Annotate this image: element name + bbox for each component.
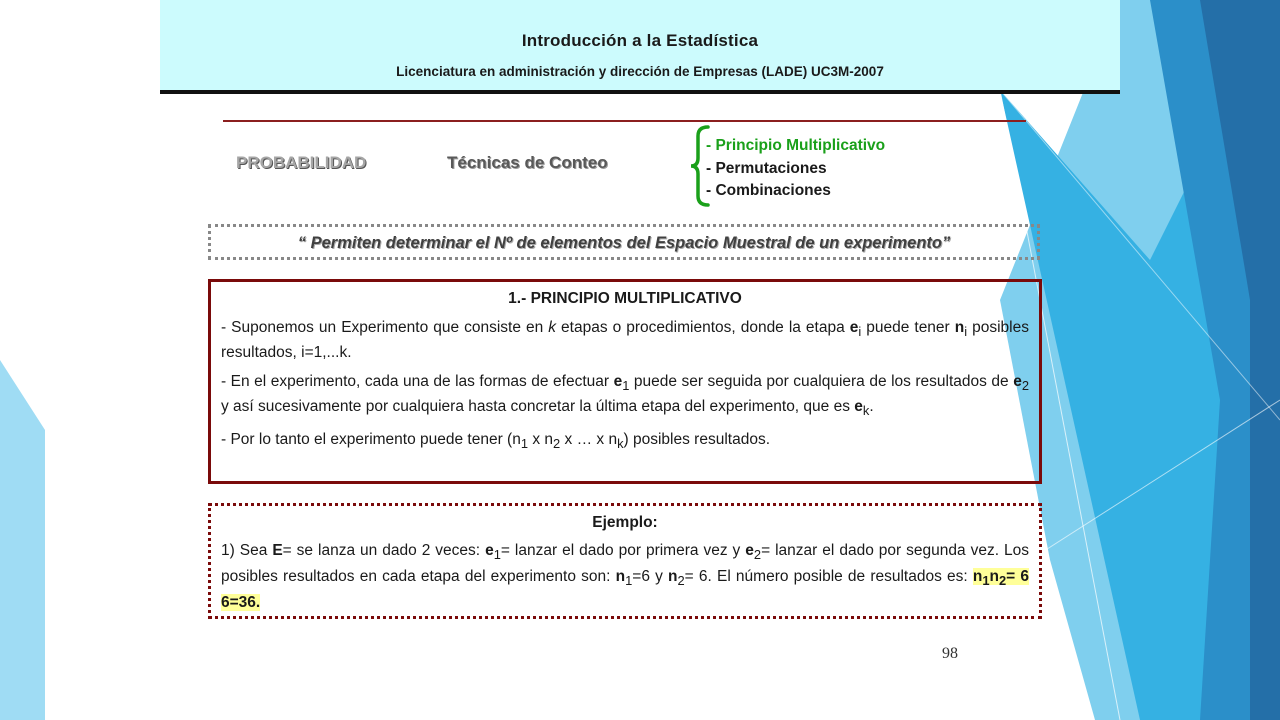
topic-subtitle: Técnicas de Conteo bbox=[447, 153, 608, 172]
example-paragraph: 1) Sea E= se lanza un dado 2 veces: $e_1=$ lanzar el dado por primera vez y $e_2=$ lanzar el dado por segunda vez. Los posibles resultados en cada etapa del experimento son: $n_1=6$ y $n_2= 6$. El número posible de resultados es: $n_1n_2= 6$ 6=36. bbox=[221, 542, 1029, 612]
principle-paragraph: - En el experimento, cada una de las formas de efectuar $e_1$ puede ser seguida por cualquiera de los resultados de $e_2$ y así sucesivamente por cualquiera hasta concretar la última etapa del experimento, que es $e_k$. bbox=[221, 373, 1029, 419]
slide-header bbox=[160, 0, 1120, 94]
course-subtitle: Licenciatura en administración y dirección de Empresas (LADE) UC3M-2007 bbox=[396, 64, 884, 79]
topic-title: PROBABILIDAD bbox=[236, 153, 367, 172]
example-box bbox=[208, 503, 1042, 619]
course-title: Introducción a la Estadística bbox=[521, 31, 759, 50]
principle-paragraph: - Suponemos un Experimento que consiste en k etapas o procedimientos, donde la etapa $e_i$ puede tener $n_i$ posibles resultados, i=1,...k. bbox=[221, 319, 1029, 362]
technique-list bbox=[706, 135, 885, 203]
principle-paragraph: - Por lo tanto el experimento puede tener ($n_1$ x $n_2$ x … x $n_k$) posibles resultados. bbox=[221, 431, 770, 452]
page-number: 98 bbox=[942, 645, 958, 662]
technique-item: - Permutaciones bbox=[706, 159, 827, 177]
principle-box bbox=[208, 279, 1042, 484]
technique-item: - Principio Multiplicativo bbox=[706, 137, 886, 154]
quote-text: “ Permiten determinar el Nº de elementos del Espacio Muestral de un experimento” bbox=[297, 234, 951, 252]
divider bbox=[223, 120, 1026, 122]
example-title: Ejemplo: bbox=[592, 514, 658, 531]
result-highlight: $n_1n_2= 6$ 6=36. bbox=[221, 568, 1029, 612]
technique-item: - Combinaciones bbox=[706, 182, 831, 199]
principle-title: 1.- PRINCIPIO MULTIPLICATIVO bbox=[508, 290, 742, 307]
quote-box bbox=[208, 224, 1040, 260]
